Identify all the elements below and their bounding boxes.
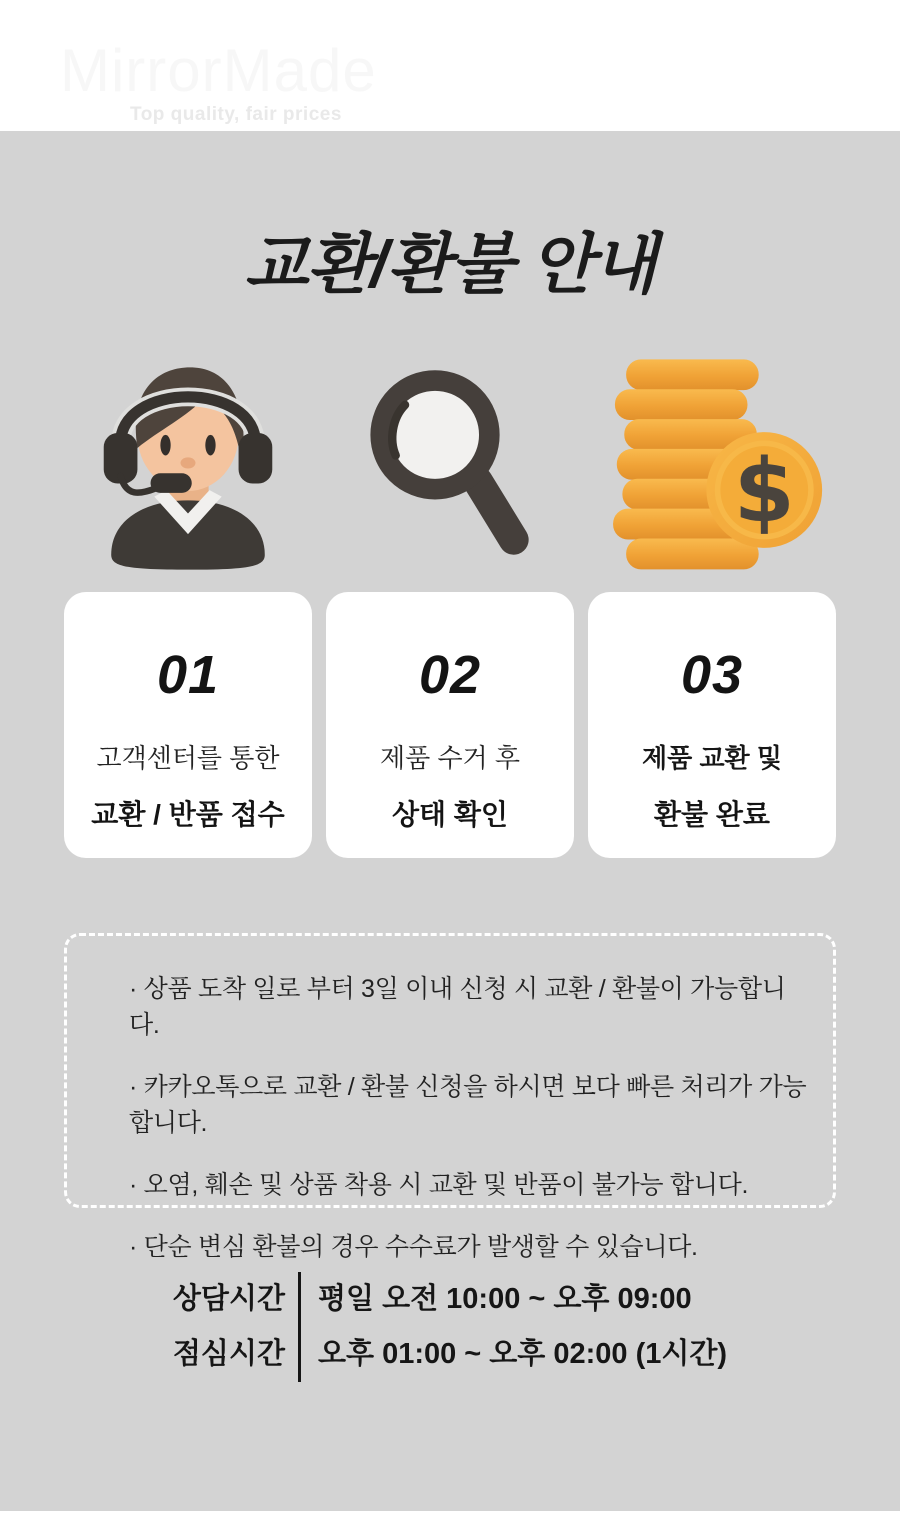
step-desc-line1: 제품 수거 후 bbox=[379, 743, 521, 773]
step-card-2 bbox=[326, 592, 574, 858]
lunch-hours-label: 점심시간 bbox=[172, 1338, 285, 1370]
consult-hours-value: 평일 오전 10:00 ~ 오후 09:00 bbox=[317, 1283, 692, 1315]
step-desc-line2: 교환 / 반품 접수 bbox=[91, 799, 285, 830]
step-card-3 bbox=[588, 592, 836, 858]
notice-line-3: · 오염, 훼손 및 상품 착용 시 교환 및 반품이 불가능 합니다. bbox=[129, 1171, 749, 1199]
notice-line-1: · 상품 도착 일로 부터 3일 이내 신청 시 교환 / 환불이 가능합니다. bbox=[129, 975, 786, 1039]
step-number: 01 bbox=[156, 645, 220, 705]
exchange-refund-panel bbox=[0, 131, 900, 1511]
notice-box bbox=[64, 933, 836, 1261]
consult-hours-label: 상담시간 bbox=[172, 1283, 285, 1315]
step-number: 03 bbox=[680, 645, 744, 705]
service-hours-values bbox=[298, 1272, 727, 1382]
step3-icon-cell bbox=[588, 346, 836, 578]
coins-dollar-icon bbox=[600, 354, 824, 570]
brand-tagline: Top quality, fair prices bbox=[130, 104, 342, 125]
brand-header bbox=[0, 0, 900, 131]
page-title: 교환/환불 안내 bbox=[244, 227, 656, 301]
svg-text:$: $ bbox=[733, 439, 795, 542]
brand-logo: MirrorMade bbox=[60, 37, 377, 104]
step1-icon-cell bbox=[64, 346, 312, 578]
notice-line-2: · 카카오톡으로 교환 / 환불 신청을 하시면 보다 빠른 처리가 가능합니다. bbox=[129, 1073, 807, 1137]
step-cards-row bbox=[64, 592, 836, 858]
magnifier-icon bbox=[347, 354, 553, 570]
step-icons-row bbox=[64, 346, 836, 578]
headset-agent-icon bbox=[85, 354, 291, 570]
notice-line-4: · 단순 변심 환불의 경우 수수료가 발생할 수 있습니다. bbox=[129, 1233, 698, 1261]
step2-icon-cell bbox=[326, 346, 574, 578]
step-card-1 bbox=[64, 592, 312, 858]
step-desc-line2: 상태 확인 bbox=[392, 799, 508, 830]
service-hours-labels bbox=[173, 1272, 285, 1382]
lunch-hours-value: 오후 01:00 ~ 오후 02:00 (1시간) bbox=[317, 1338, 728, 1370]
step-desc-line1: 고객센터를 통한 bbox=[96, 743, 280, 773]
step-number: 02 bbox=[418, 645, 482, 705]
step-desc-line2: 환불 완료 bbox=[654, 799, 770, 830]
step-desc-line1: 제품 교환 및 bbox=[641, 743, 783, 773]
service-hours bbox=[0, 1272, 900, 1382]
